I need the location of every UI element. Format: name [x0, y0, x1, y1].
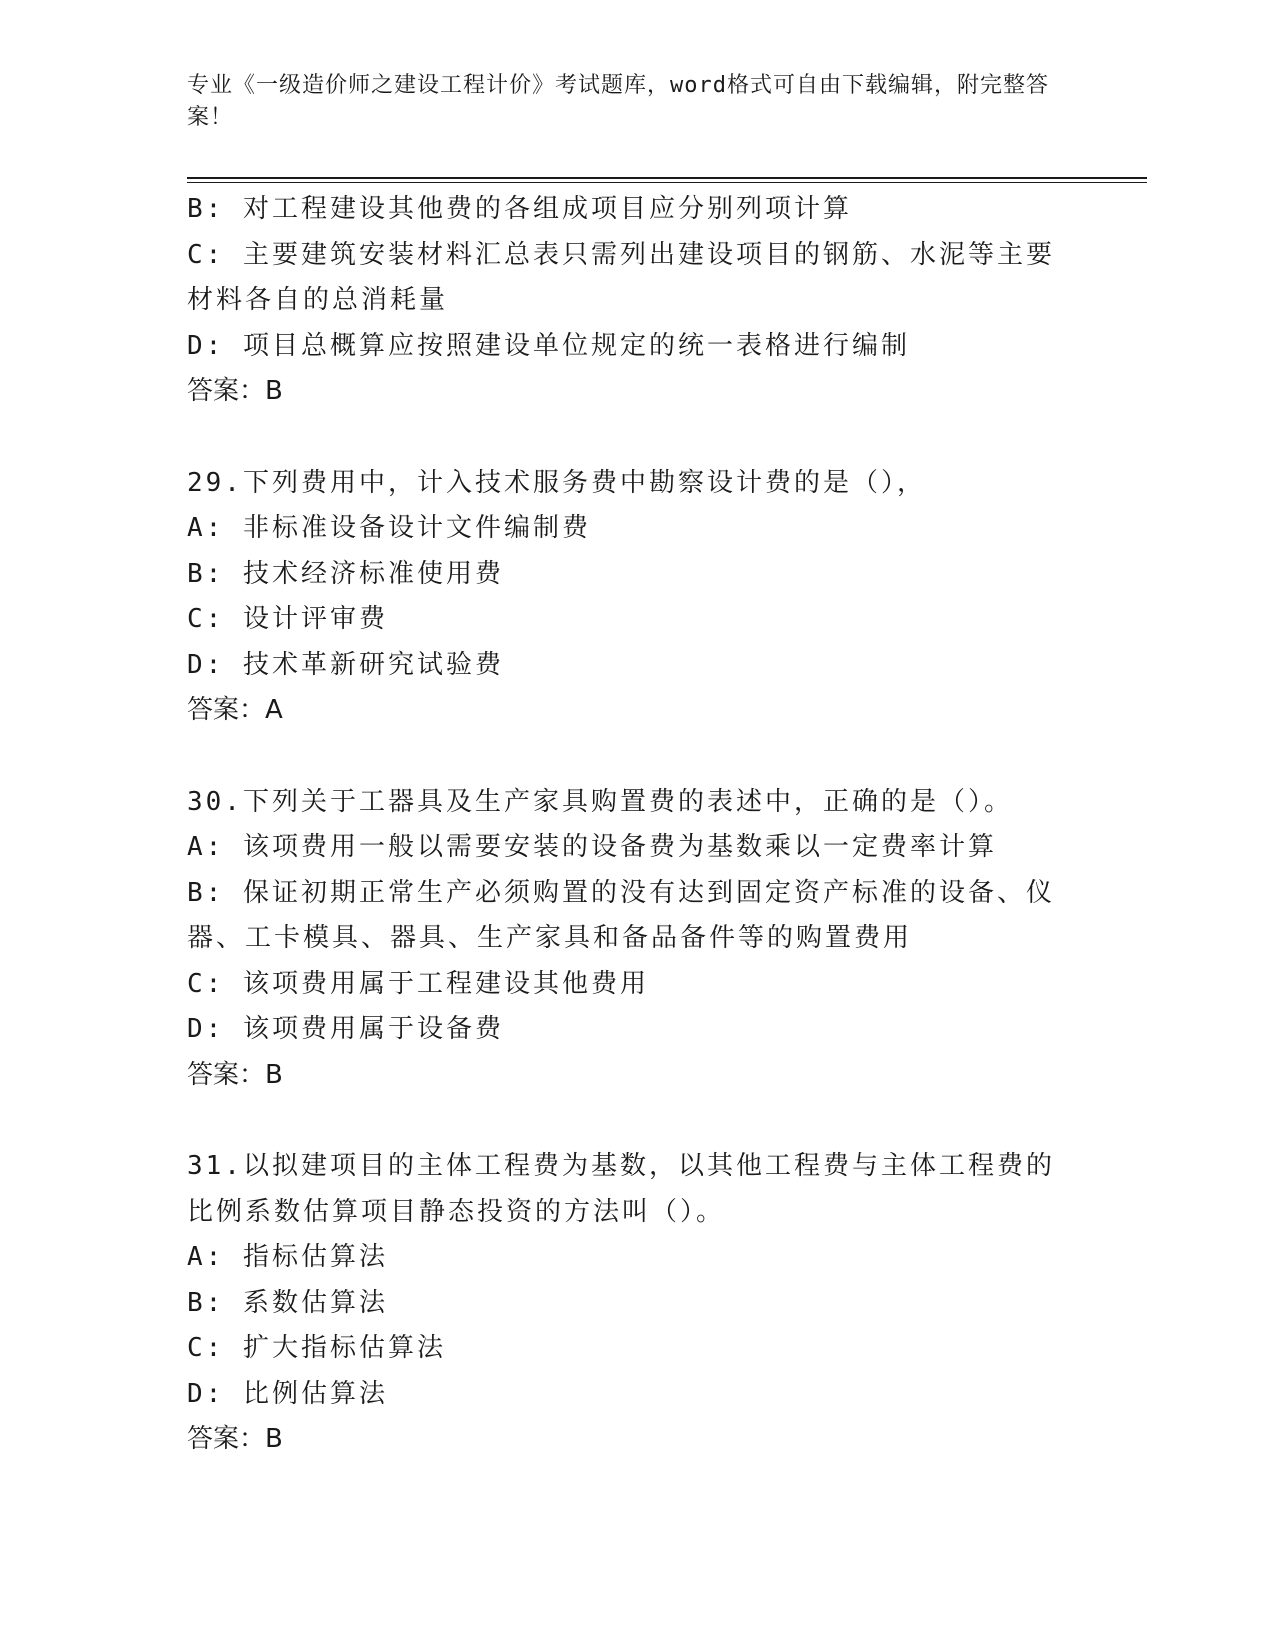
- question-stem: 31.以拟建项目的主体工程费为基数，以其他工程费与主体工程费的比例系数估算项目静态投资的方法叫（）。: [187, 1151, 1055, 1227]
- option-d: D: 技术革新研究试验费: [187, 649, 504, 680]
- option-b: B: 系数估算法: [187, 1287, 388, 1318]
- question-stem: 29.下列费用中，计入技术服务费中勘察设计费的是（），: [187, 467, 926, 498]
- answer: 答案：B: [187, 1059, 283, 1090]
- option-a: A: 该项费用一般以需要安装的设备费为基数乘以一定费率计算: [187, 832, 997, 862]
- document-header: 专业《一级造价师之建设工程计价》考试题库，word格式可自由下载编辑，附完整答案！: [187, 73, 1049, 130]
- option-b: B: 技术经济标准使用费: [187, 558, 504, 589]
- option-c: C: 设计评审费: [187, 604, 388, 634]
- option-b: B: 保证初期正常生产必须购置的没有达到固定资产标准的设备、仪器、工卡模具、器具、生产家具和备品备件等的购置费用: [187, 877, 1055, 953]
- option-a: A: 指标估算法: [187, 1242, 388, 1272]
- answer: 答案：B: [187, 1424, 283, 1454]
- question-block-29: [187, 461, 1077, 734]
- option-d: D: 项目总概算应按照建设单位规定的统一表格进行编制: [187, 330, 910, 361]
- header-divider-thick: [187, 177, 1147, 179]
- question-list: [187, 187, 1077, 1463]
- question-stem: 30.下列关于工器具及生产家具购置费的表述中，正确的是（）。: [187, 786, 1013, 817]
- option-c: C: 该项费用属于工程建设其他费用: [187, 968, 649, 999]
- question-block-30: [187, 780, 1077, 1099]
- answer: 答案：B: [187, 376, 283, 406]
- question-block-prev: [187, 187, 1077, 415]
- answer: 答案：A: [187, 695, 283, 725]
- option-b: B: 对工程建设其他费的各组成项目应分别列项计算: [187, 194, 852, 224]
- option-d: D: 比例估算法: [187, 1378, 388, 1409]
- header-divider-thin: [187, 182, 1147, 183]
- question-block-31: [187, 1144, 1077, 1463]
- option-a: A: 非标准设备设计文件编制费: [187, 513, 591, 543]
- option-d: D: 该项费用属于设备费: [187, 1014, 504, 1044]
- option-c: C: 扩大指标估算法: [187, 1333, 446, 1363]
- option-c: C: 主要建筑安装材料汇总表只需列出建设项目的钢筋、水泥等主要材料各自的总消耗量: [187, 239, 1055, 315]
